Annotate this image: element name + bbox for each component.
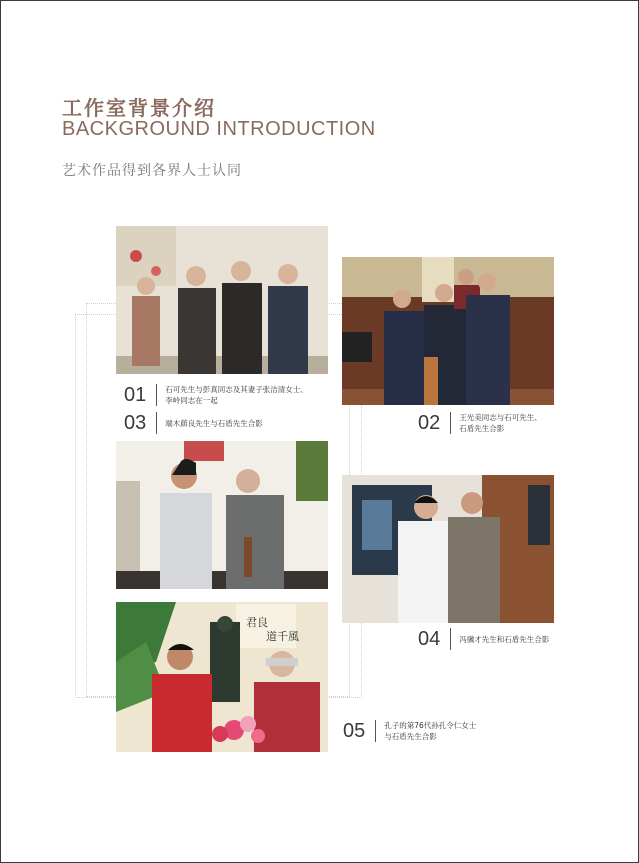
caption-number: 04 — [418, 628, 441, 650]
calligraphy-text-1: 君良 — [246, 616, 268, 629]
photo-caption-03 — [124, 412, 263, 434]
caption-number: 01 — [124, 384, 147, 406]
photo-04 — [342, 475, 554, 623]
caption-number: 03 — [124, 412, 147, 434]
caption-text: 孔子的第76代孙孔令仁女士 与石盾先生合影 — [384, 721, 477, 741]
photo-01 — [116, 226, 328, 374]
caption-text: 王光美同志与石可先生、 石盾先生合影 — [459, 413, 542, 433]
photo-05 — [116, 602, 328, 752]
photo-02 — [342, 257, 554, 405]
page-subtitle: 艺术作品得到各界人士认同 — [62, 163, 242, 179]
caption-divider — [450, 628, 451, 650]
caption-text: 端木蕻良先生与石盾先生合影 — [165, 419, 263, 428]
photo-caption-01 — [124, 384, 308, 406]
caption-number: 02 — [418, 412, 441, 434]
page-title: 工作室背景介绍 — [62, 96, 216, 120]
caption-divider — [156, 412, 157, 434]
caption-divider — [156, 384, 157, 406]
calligraphy-text-2: 道千風 — [266, 630, 299, 643]
photo-caption-04 — [418, 628, 549, 650]
page-title-english: BACKGROUND INTRODUCTION — [62, 118, 376, 140]
caption-number: 05 — [343, 720, 366, 742]
photo-caption-02 — [418, 412, 542, 434]
caption-text: 石可先生与彭真同志及其妻子张洁清女士、 李岭同志在一起 — [165, 385, 308, 405]
photo-03 — [116, 441, 328, 589]
photo-caption-05 — [343, 720, 476, 742]
caption-text: 冯骥才先生和石盾先生合影 — [459, 635, 550, 644]
caption-divider — [375, 720, 376, 742]
caption-divider — [450, 412, 451, 434]
